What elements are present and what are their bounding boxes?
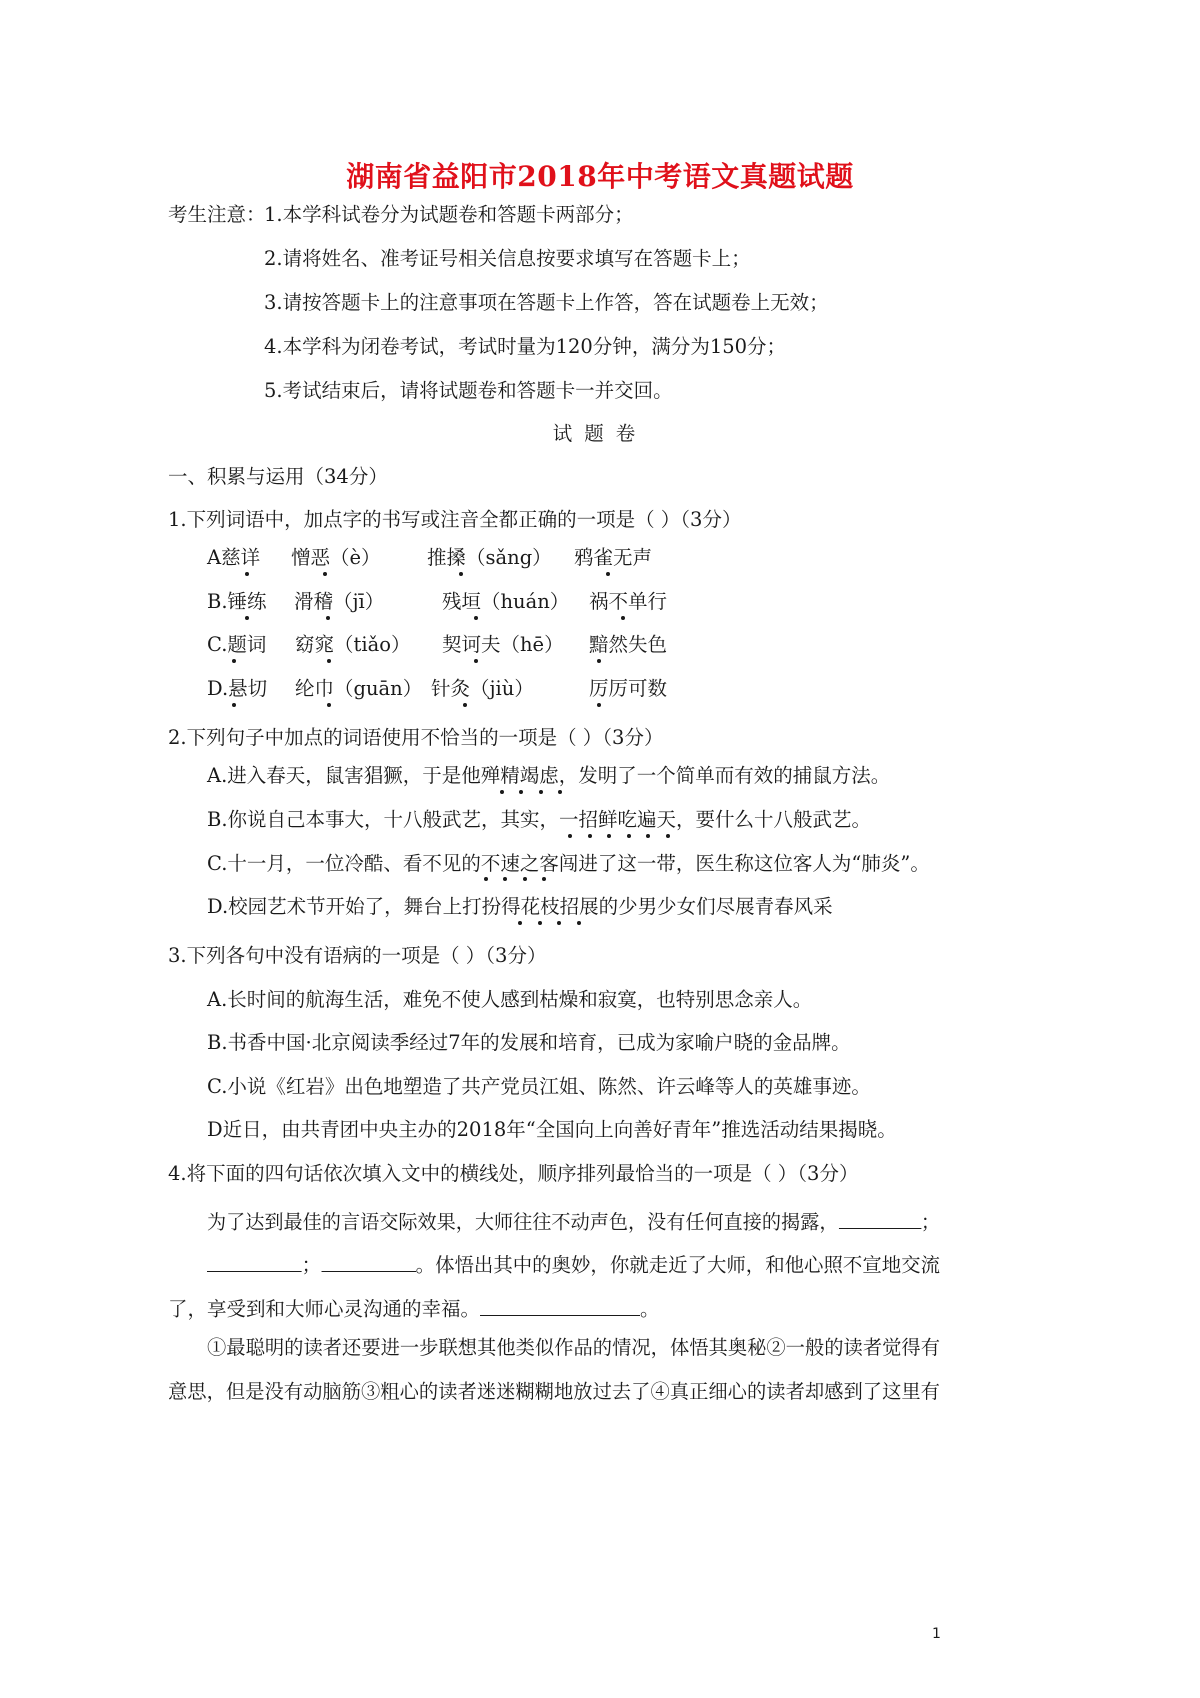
q2-option: D.校园艺术节开始了，舞台上打扮得花枝招展的少男少女们尽展青春风采 bbox=[207, 895, 833, 918]
q1-option-b-word1: B.锤练 bbox=[207, 590, 267, 613]
emphasis-dot bbox=[245, 572, 249, 576]
q1-option-b-word3: 残垣（huán） bbox=[442, 590, 570, 613]
fill-in-blank[interactable] bbox=[838, 1208, 920, 1229]
emphasis-dot bbox=[503, 877, 507, 881]
q4-choices-line-1: ①最聪明的读者还要进一步联想其他类似作品的情况，体悟其奥秘②一般的读者觉得有 bbox=[207, 1336, 941, 1359]
q1-option-a-word4: 鸦雀无声 bbox=[574, 546, 653, 569]
q1-option-d-word3: 针灸（jiù） bbox=[431, 677, 534, 700]
emphasis-dot bbox=[326, 616, 330, 620]
question-4-stem: 4.将下面的四句话依次填入文中的横线处，顺序排列最恰当的一项是（ ）（3分） bbox=[168, 1162, 859, 1185]
q1-option-a-word3: 推搡（sǎng） bbox=[427, 546, 552, 569]
emphasis-dot bbox=[463, 703, 467, 707]
emphasis-dot bbox=[484, 877, 488, 881]
q3-option: B.书香中国·北京阅读季经过7年的发展和培育，已成为家喻户晓的金品牌。 bbox=[207, 1031, 851, 1054]
q3-option: D近日，由共青团中央主办的2018年“全国向上向善好青年”推选活动结果揭晓。 bbox=[207, 1118, 897, 1141]
q4-passage-line-2 bbox=[207, 1251, 940, 1275]
question-1-stem: 1.下列词语中，加点字的书写或注音全都正确的一项是（ ）（3分） bbox=[168, 508, 742, 531]
q2-option: A.进入春天，鼠害猖獗，于是他殚精竭虑，发明了一个简单而有效的捕鼠方法。 bbox=[207, 764, 891, 787]
emphasis-dot bbox=[597, 659, 601, 663]
emphasis-dot bbox=[327, 703, 331, 707]
emphasis-dot bbox=[518, 921, 522, 925]
emphasis-dot bbox=[245, 616, 249, 620]
emphasis-dot bbox=[523, 877, 527, 881]
q1-option-c-word4: 黯然失色 bbox=[589, 633, 668, 656]
q3-option: C.小说《红岩》出色地塑造了共产党员江姐、陈然、许云峰等人的英雄事迹。 bbox=[207, 1075, 871, 1098]
q4-passage-text: 为了达到最佳的言语交际效果，大师往往不动声色，没有任何直接的揭露， bbox=[207, 1210, 839, 1234]
q1-option-d-word1: D.悬切 bbox=[207, 677, 268, 700]
q1-option-a-word1: A慈详 bbox=[207, 546, 261, 569]
emphasis-dot bbox=[327, 659, 331, 663]
emphasis-dot bbox=[588, 834, 592, 838]
q2-option: C.十一月，一位冷酷、看不见的不速之客闯进了这一带，医生称这位客人为“肺炎”。 bbox=[207, 852, 930, 875]
emphasis-dot bbox=[627, 834, 631, 838]
emphasis-dot bbox=[666, 834, 670, 838]
notice-label: 考生注意： bbox=[168, 203, 266, 226]
emphasis-dot bbox=[597, 703, 601, 707]
emphasis-dot bbox=[539, 790, 543, 794]
emphasis-dot bbox=[474, 659, 478, 663]
page-number: 1 bbox=[932, 1626, 941, 1642]
notice-item: 5.考试结束后，请将试题卷和答题卡一并交回。 bbox=[264, 379, 673, 402]
emphasis-dot bbox=[459, 572, 463, 576]
q4-punctuation: 。 bbox=[640, 1297, 660, 1321]
notice-item: 2.请将姓名、准考证号相关信息按要求填写在答题卡上； bbox=[264, 247, 751, 270]
q1-option-c-word2: 窈窕（tiǎo） bbox=[295, 633, 411, 656]
emphasis-dot bbox=[474, 616, 478, 620]
question-3-stem: 3.下列各句中没有语病的一项是（ ）（3分） bbox=[168, 944, 547, 967]
emphasis-dot bbox=[577, 921, 581, 925]
answer-blank[interactable] bbox=[480, 1295, 640, 1316]
q4-choices-line-2: 意思，但是没有动脑筋③粗心的读者迷迷糊糊地放过去了④真正细心的读者却感到了这里有 bbox=[168, 1380, 940, 1403]
emphasis-dot bbox=[606, 572, 610, 576]
exam-title: 湖南省益阳市2018年中考语文真题试题 bbox=[346, 160, 854, 193]
emphasis-dot bbox=[232, 703, 236, 707]
section-subtitle: 试题卷 bbox=[552, 422, 648, 445]
section-heading: 一、积累与运用（34分） bbox=[168, 465, 388, 488]
emphasis-dot bbox=[646, 834, 650, 838]
emphasis-dot bbox=[542, 877, 546, 881]
notice-item: 3.请按答题卡上的注意事项在答题卡上作答，答在试题卷上无效； bbox=[264, 291, 829, 314]
emphasis-dot bbox=[607, 834, 611, 838]
notice-item: 4.本学科为闭卷考试，考试时量为120分钟，满分为150分； bbox=[264, 335, 787, 358]
q1-option-c-word3: 契诃夫（hē） bbox=[442, 633, 564, 656]
emphasis-dot bbox=[323, 572, 327, 576]
fill-in-blank[interactable] bbox=[207, 1251, 302, 1272]
q4-passage-line-3 bbox=[168, 1295, 660, 1319]
q1-option-d-word2: 纶巾（guān） bbox=[295, 677, 423, 700]
q4-passage-text: 了，享受到和大师心灵沟通的幸福。 bbox=[168, 1297, 481, 1321]
emphasis-dot bbox=[558, 790, 562, 794]
q4-punctuation: ； bbox=[920, 1210, 941, 1234]
q1-option-a-word2: 憎恶（è） bbox=[291, 546, 381, 569]
q2-option: B.你说自己本事大，十八般武艺，其实，一招鲜吃遍天，要什么十八般武艺。 bbox=[207, 808, 872, 831]
fill-in-blank[interactable] bbox=[321, 1251, 416, 1272]
question-2-stem: 2.下列句子中加点的词语使用不恰当的一项是（ ）（3分） bbox=[168, 726, 664, 749]
q3-option: A.长时间的航海生活，难免不使人感到枯燥和寂寞，也特别思念亲人。 bbox=[207, 988, 813, 1011]
q4-passage-line-1 bbox=[207, 1208, 940, 1232]
emphasis-dot bbox=[500, 790, 504, 794]
emphasis-dot bbox=[232, 659, 236, 663]
emphasis-dot bbox=[557, 921, 561, 925]
q1-option-c-word1: C.题词 bbox=[207, 633, 267, 656]
emphasis-dot bbox=[621, 616, 625, 620]
q4-punctuation: ； bbox=[301, 1253, 322, 1277]
q4-passage-text: 。体悟出其中的奥妙，你就走近了大师，和他心照不宣地交流 bbox=[415, 1253, 941, 1277]
q1-option-b-word2: 滑稽（jī） bbox=[294, 590, 385, 613]
notice-item: 1.本学科试卷分为试题卷和答题卡两部分； bbox=[264, 203, 634, 226]
q1-option-b-word4: 祸不单行 bbox=[589, 590, 668, 613]
emphasis-dot bbox=[568, 834, 572, 838]
q1-option-d-word4: 厉厉可数 bbox=[589, 677, 668, 700]
emphasis-dot bbox=[538, 921, 542, 925]
emphasis-dot bbox=[519, 790, 523, 794]
